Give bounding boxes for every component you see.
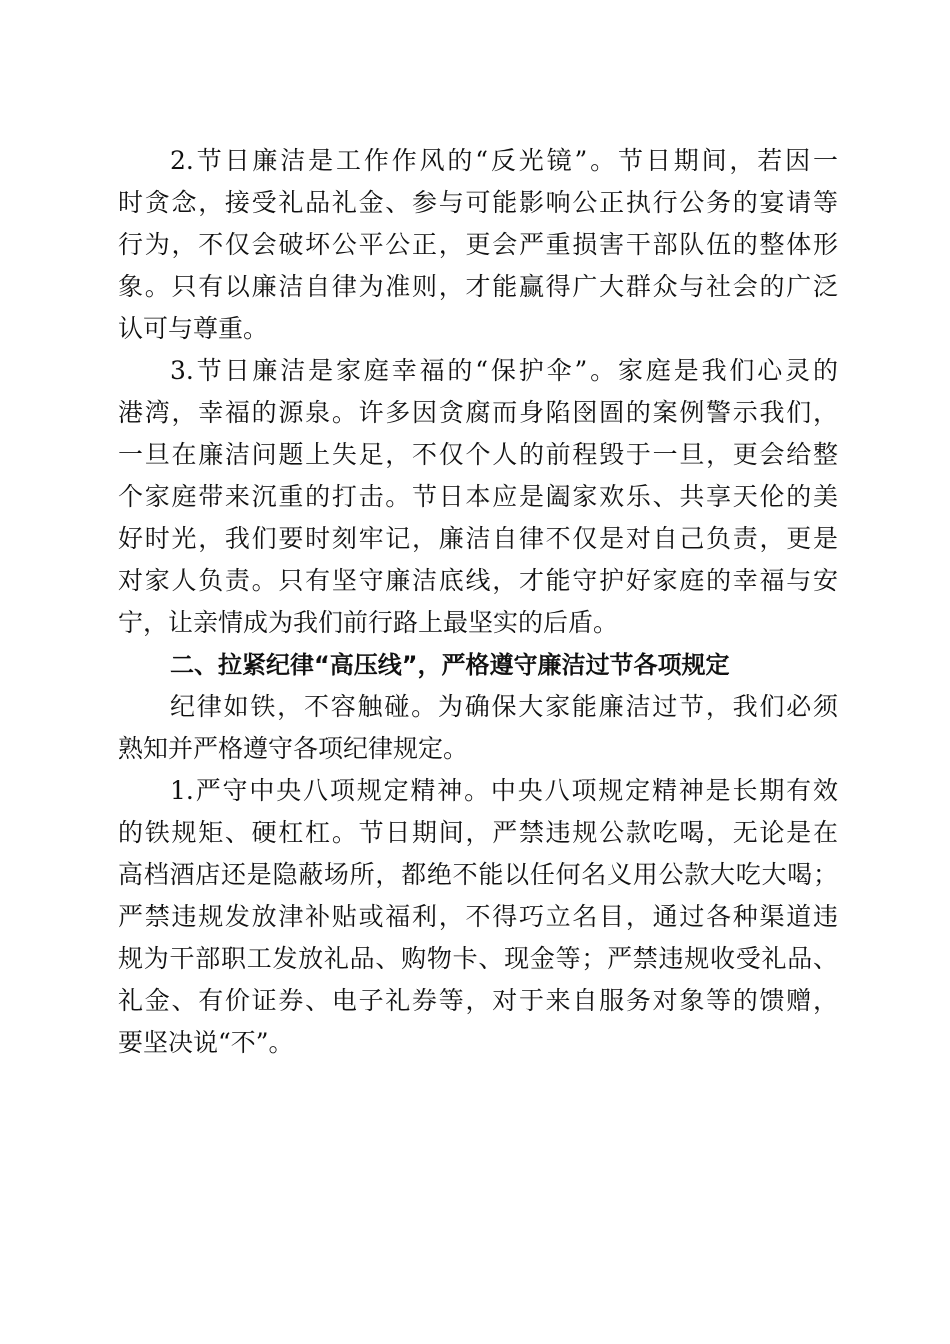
paragraph-1-line: 高档酒店还是隐蔽场所，都绝不能以任何名义用公款大吃大喝；	[118, 860, 838, 889]
paragraph-3-line: 对家人负责。只有坚守廉洁底线，才能守护好家庭的幸福与安	[118, 566, 838, 595]
section-heading: 二、拉紧纪律“高压线”，严格遵守廉洁过节各项规定	[170, 651, 730, 679]
paragraph-3-line: 一旦在廉洁问题上失足，不仅个人的前程毁于一旦，更会给整	[118, 440, 838, 469]
paragraph-1-line: 严禁违规发放津补贴或福利，不得巧立名目，通过各种渠道违	[118, 902, 838, 931]
paragraph-3-line: 3.节日廉洁是家庭幸福的“保护伞”。家庭是我们心灵的	[170, 356, 838, 385]
paragraph-2-line: 象。只有以廉洁自律为准则，才能赢得广大群众与社会的广泛	[118, 272, 838, 301]
paragraph-1-line: 要坚决说“不”。	[118, 1028, 294, 1057]
paragraph-3-line: 宁，让亲情成为我们前行路上最坚实的后盾。	[118, 608, 619, 637]
paragraph-1-line: 的铁规矩、硬杠杠。节日期间，严禁违规公款吃喝，无论是在	[118, 818, 838, 847]
paragraph-1-line: 1.严守中央八项规定精神。中央八项规定精神是长期有效	[170, 776, 838, 805]
paragraph-2-line: 2.节日廉洁是工作作风的“反光镜”。节日期间，若因一	[170, 146, 838, 175]
paragraph-3-line: 个家庭带来沉重的打击。节日本应是阖家欢乐、共享天伦的美	[118, 482, 838, 511]
paragraph-3-line: 港湾，幸福的源泉。许多因贪腐而身陷囹圄的案例警示我们，	[118, 398, 838, 427]
paragraph-3-line: 好时光，我们要时刻牢记，廉洁自律不仅是对自己负责，更是	[118, 524, 838, 553]
paragraph-2-line: 认可与尊重。	[118, 314, 269, 343]
paragraph-2-line: 时贪念，接受礼品礼金、参与可能影响公正执行公务的宴请等	[118, 188, 838, 217]
paragraph-1-line: 礼金、有价证券、电子礼券等，对于来自服务对象等的馈赠，	[118, 986, 838, 1015]
paragraph-2-line: 行为，不仅会破坏公平公正，更会严重损害干部队伍的整体形	[118, 230, 838, 259]
intro-paragraph-line: 纪律如铁，不容触碰。为确保大家能廉洁过节，我们必须	[170, 692, 838, 721]
paragraph-1-line: 规为干部职工发放礼品、购物卡、现金等；严禁违规收受礼品、	[118, 944, 838, 973]
intro-paragraph-line: 熟知并严格遵守各项纪律规定。	[118, 734, 469, 763]
